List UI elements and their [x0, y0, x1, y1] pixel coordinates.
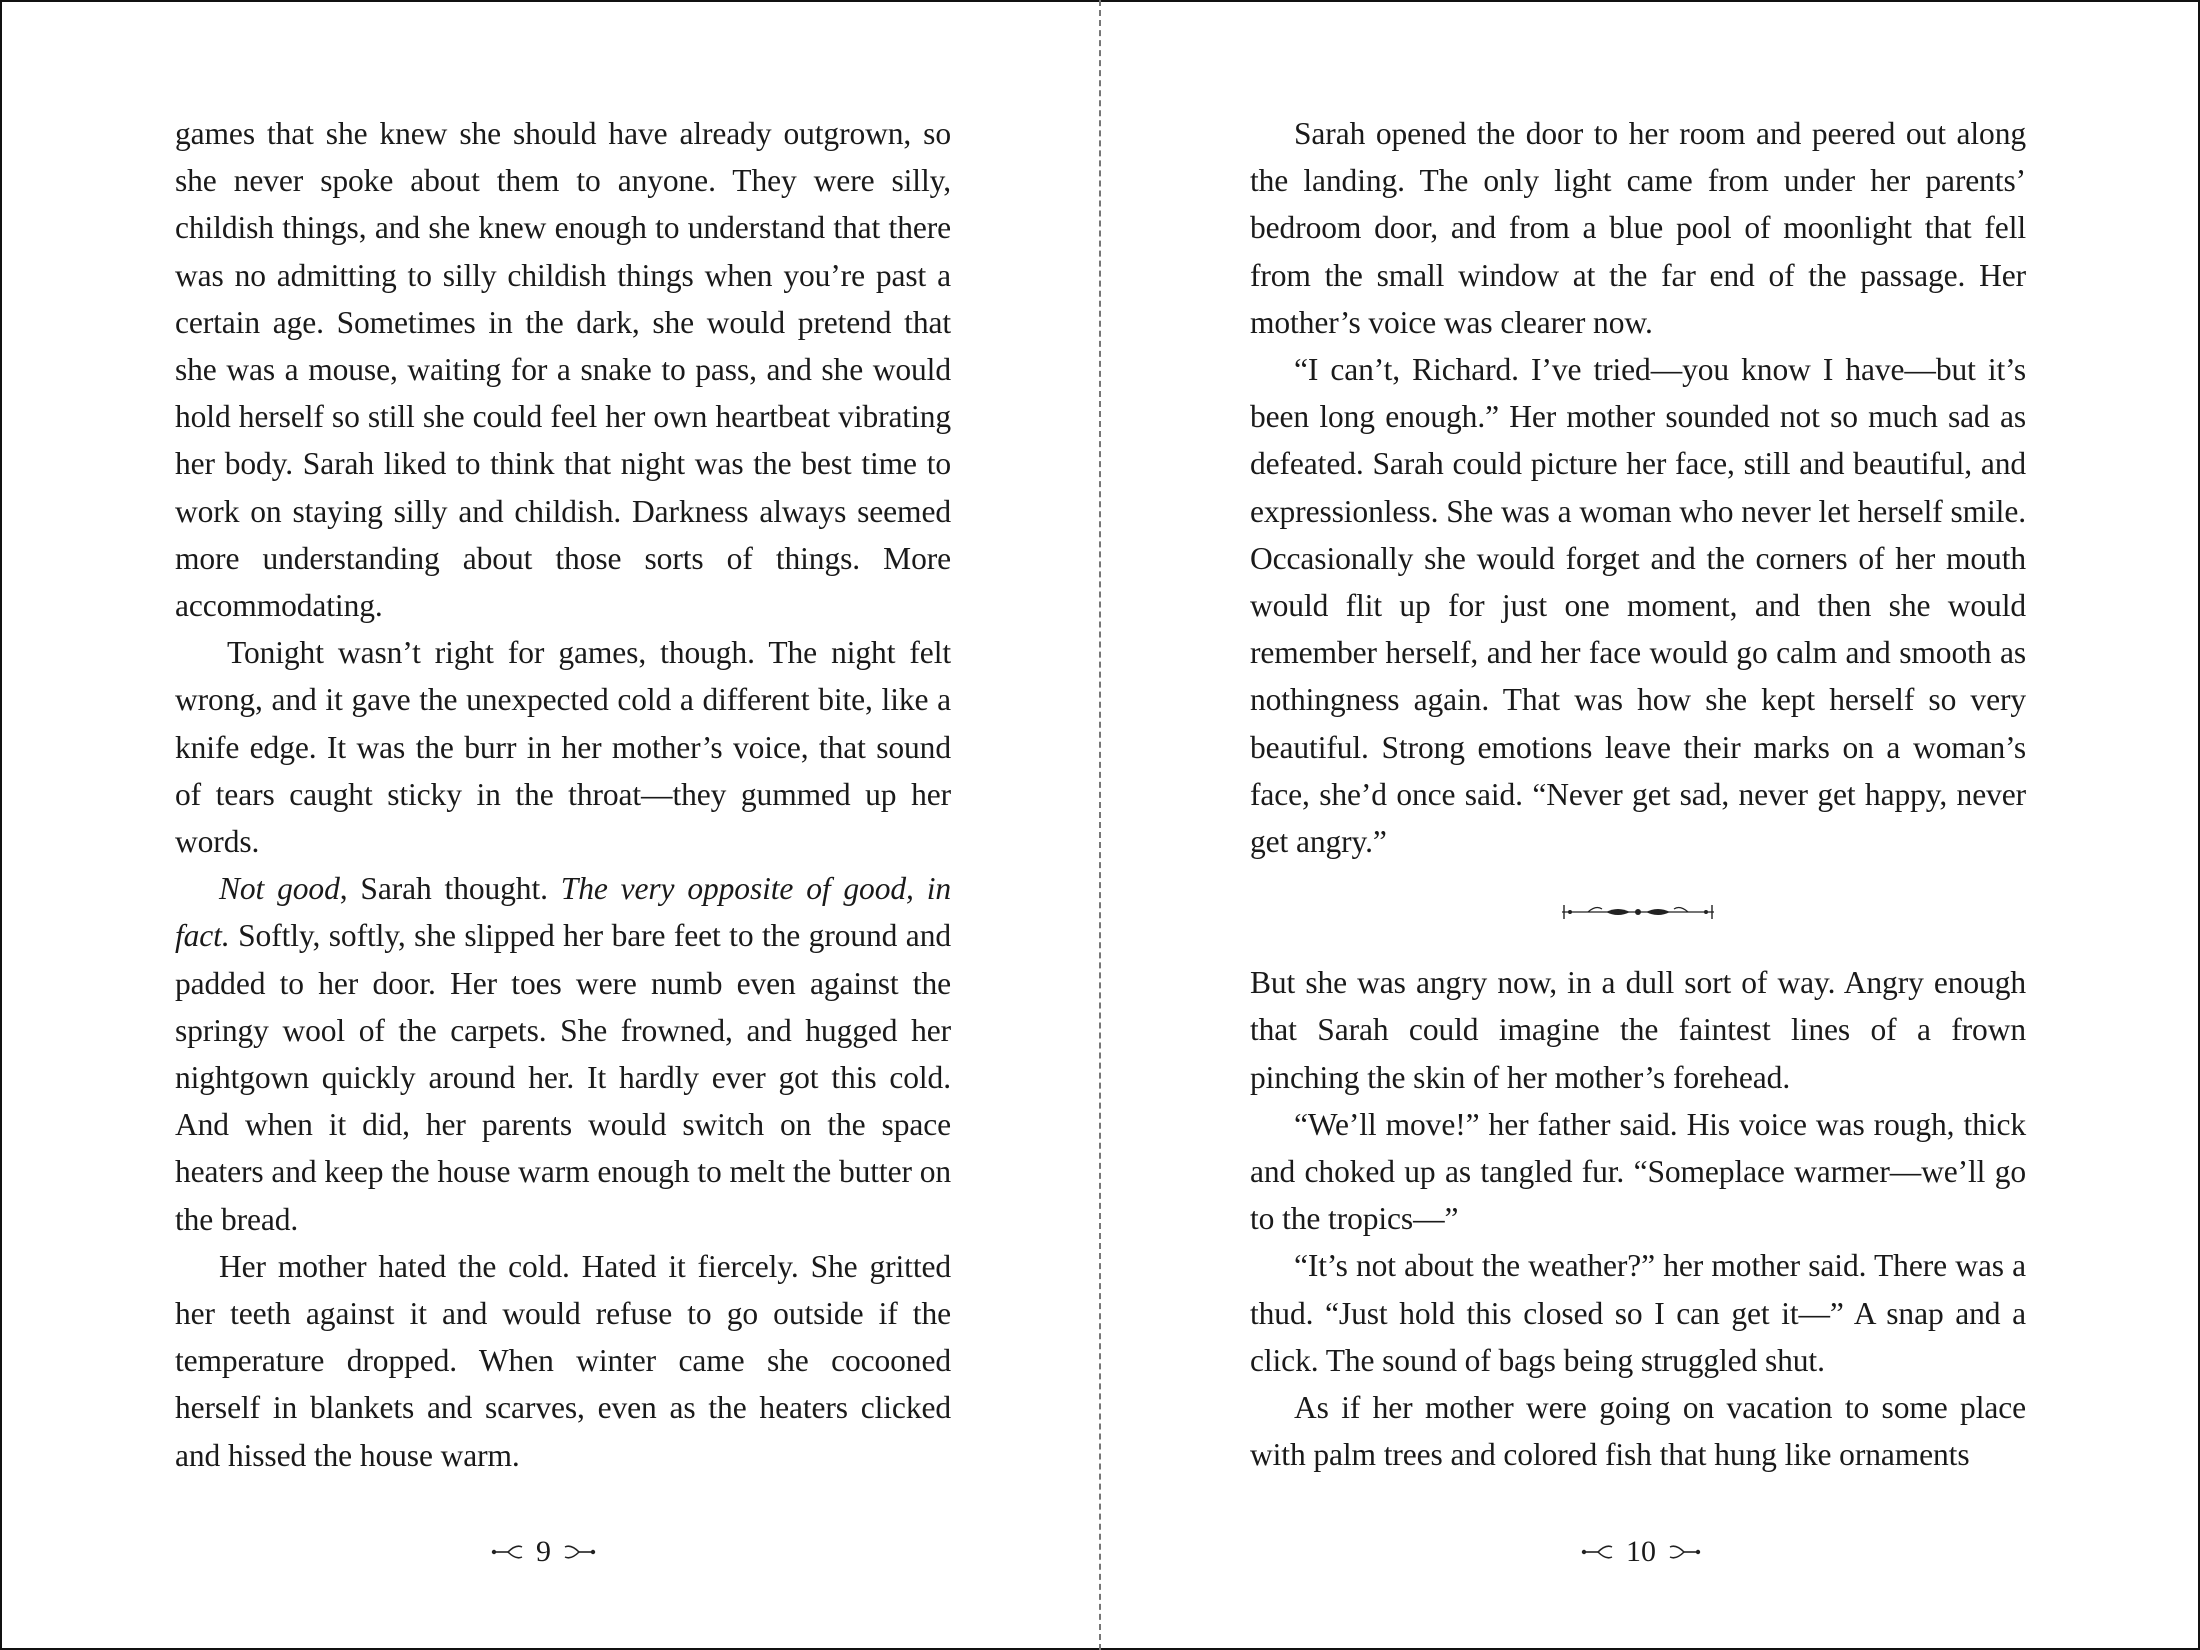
section-break-flourish-icon [1558, 901, 1718, 923]
paragraph: As if her mother were going on vacation to some place with palm trees and colored fish that hung like ornaments [1250, 1390, 2026, 1473]
folio-flourish-icon [1666, 1542, 1702, 1562]
paragraph [175, 865, 951, 1243]
paragraph: games that she knew she should have already outgrown, so she never spoke about them to anyone. They were silly, childish things, and she knew enough to understand that there was no admitting to silly childish things when you’re past a certain age. Sometimes in the dark, she would pretend that she was a mouse, waiting for a snake to pass, and she would hold herself so still she could feel her own heartbeat vibrating her body. Sarah liked to think that night was the best time to work on staying silly and childish. Darkness always seemed more understanding about those sorts of things. More accommodating. [175, 116, 951, 624]
paragraph: But she was angry now, in a dull sort of way. Angry enough that Sarah could imagine the faintest lines of a frown pinching the skin of her mother’s forehead. [1250, 965, 2026, 1095]
text-run: Softly, softly, she slipped her bare feet to the ground and padded to her door. Her toes were numb even against the springy wool of the carpets. She frowned, and hugged her nightgown quickly around her. It hardly ever got this cold. And when it did, her parents would switch on the space heaters and keep the house warm enough to melt the butter on the bread. [175, 918, 951, 1237]
page-number: 9 [536, 1535, 551, 1568]
page-number: 10 [1626, 1535, 1656, 1568]
folio-flourish-icon [1580, 1542, 1616, 1562]
gutter-fold-line [1099, 0, 1101, 1650]
paragraph: “It’s not about the weather?” her mother said. There was a thud. “Just hold this closed so I can get it—” A snap and a click. The sound of bags being struggled shut. [1250, 1248, 2026, 1378]
italic-phrase: Not good [219, 871, 340, 907]
paragraph: Tonight wasn’t right for games, though. The night felt wrong, and it gave the unexpected cold a different bite, like a knife edge. It was the burr in her mother’s voice, that sound of tears caught sticky in the throat—they gummed up her words. [175, 635, 951, 860]
paragraph: Sarah opened the door to her room and peered out along the landing. The only light came from under her parents’ bedroom door, and from a blue pool of moonlight that fell from the small window at the far end of the passage. Her mother’s voice was clearer now. [1250, 116, 2026, 340]
folio-flourish-icon [490, 1542, 526, 1562]
italic-phrase: The very opposite of good, in fact. [175, 871, 951, 954]
paragraph: “I can’t, Richard. I’ve tried—you know I have—but it’s been long enough.” Her mother sounded not so much sad as defeated. Sarah could picture her face, still and beautiful, and expressionless. She was a woman who never let herself smile. Occasionally she would forget and the corners of her mouth would flit up for just one moment, and then she would remember herself, and her face would go calm and smooth as nothingness again. That was how she kept herself so very beautiful. Strong emotions leave their marks on a woman’s face, she’d once said. “Never get sad, never get happy, never get angry.” [1250, 352, 2026, 860]
page-number-10 [1580, 1532, 1702, 1572]
text-run: , Sarah thought. [339, 871, 561, 907]
folio-flourish-icon [561, 1542, 597, 1562]
section-break [1250, 865, 2026, 959]
page-number-9 [490, 1532, 597, 1572]
right-page-text [1250, 110, 2026, 1478]
paragraph: “We’ll move!” her father said. His voice was rough, thick and choked up as tangled fur. “Someplace warmer—we’ll go to the tropics—” [1250, 1106, 2026, 1237]
left-page-text [175, 110, 951, 1479]
paragraph: Her mother hated the cold. Hated it fiercely. She gritted her teeth against it and would refuse to go outside if the temperature dropped. When winter came she cocooned herself in blankets and scarves, even as the heaters clicked and hissed the house warm. [175, 1248, 951, 1473]
